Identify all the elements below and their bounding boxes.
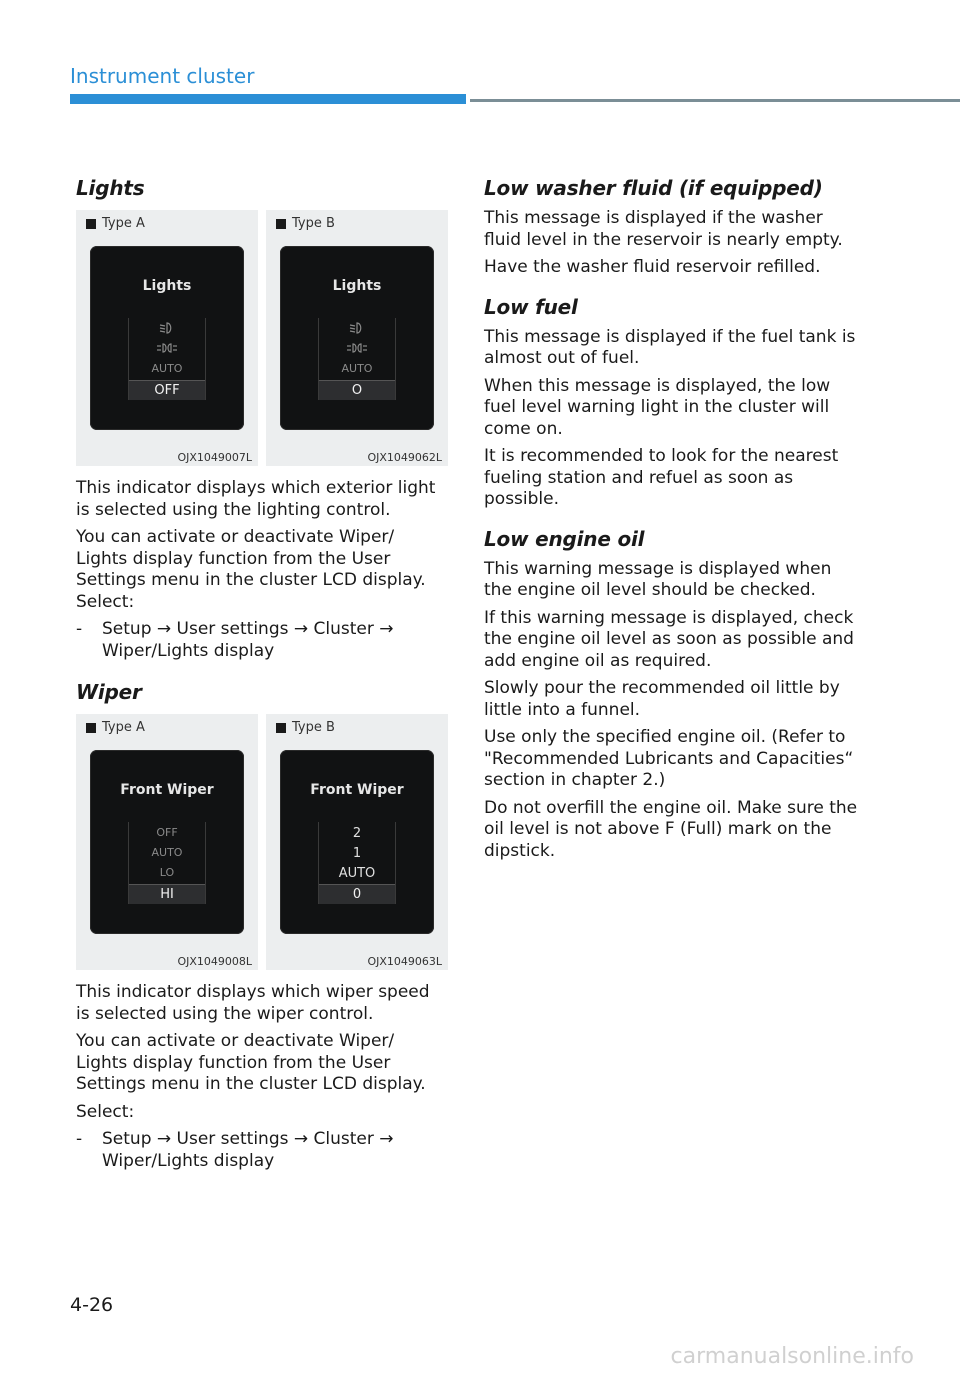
fuel-text: When this message is displayed, the low fuel level warning light in the cluster will come on.	[484, 375, 831, 439]
header-rule	[470, 99, 960, 102]
menu-option: AUTO	[341, 362, 373, 375]
lights-figure-type-a	[76, 210, 258, 466]
wiper-figures	[76, 714, 448, 970]
figure-code: OJX1049062L	[367, 451, 442, 464]
figure-code: OJX1049007L	[177, 451, 252, 464]
washer-text: Have the washer fluid reservoir refilled.	[484, 257, 821, 277]
bullet-square-icon	[276, 219, 286, 229]
wiper-figure-type-a	[76, 714, 258, 970]
oil-text: This warning message is displayed when the engine oil level should be checked.	[484, 558, 832, 600]
display-title: Front Wiper	[120, 782, 214, 798]
menu-option: LO	[159, 866, 175, 879]
wiper-select-label: Select:	[76, 1101, 135, 1122]
menu-option: AUTO	[151, 362, 183, 375]
cluster-display	[280, 750, 434, 934]
figure-type-label: Type B	[292, 720, 335, 735]
watermark: carmanualsonline.info	[670, 1344, 914, 1369]
display-menu	[128, 318, 206, 400]
parking-light-icon	[346, 342, 368, 354]
header-rule-accent	[70, 94, 466, 104]
parking-light-icon	[156, 342, 178, 354]
section-title: Instrument cluster	[70, 64, 255, 88]
lights-settings-path: - Setup → User settings → Cluster → Wiper/Lights display	[76, 619, 394, 661]
fuel-text: This message is displayed if the fuel tank is almost out of fuel.	[484, 326, 856, 368]
cluster-display	[90, 750, 244, 934]
lights-settings-note: You can activate or deactivate Wiper/ Lights display function from the User Settings menu in the cluster LCD display. Select:	[76, 527, 426, 612]
washer-heading: Low washer fluid (if equipped)	[484, 176, 823, 200]
figure-code: OJX1049063L	[367, 955, 442, 968]
oil-text: Slowly pour the recommended oil little by little into a funnel.	[484, 678, 840, 720]
menu-selected-option: HI	[129, 884, 205, 904]
right-column	[484, 176, 860, 868]
lights-figures	[76, 210, 448, 466]
lights-heading: Lights	[76, 176, 145, 200]
oil-text: If this warning message is displayed, check the engine oil level as soon as possible and add engine oil as required.	[484, 607, 854, 671]
display-menu	[318, 318, 396, 400]
display-menu	[128, 822, 206, 904]
oil-text: Use only the specified engine oil. (Refer to "Recommended Lubricants and Capacities“ section in chapter 2.)	[484, 727, 854, 790]
bullet-square-icon	[276, 723, 286, 733]
menu-option: 1	[352, 846, 362, 861]
bullet-square-icon	[86, 723, 96, 733]
cluster-display	[90, 246, 244, 430]
left-column	[76, 176, 448, 1178]
figure-type-label: Type A	[102, 216, 145, 231]
menu-option: OFF	[156, 826, 178, 839]
wiper-description: This indicator displays which wiper speed is selected using the wiper control.	[76, 982, 430, 1024]
washer-text: This message is displayed if the washer fluid level in the reservoir is nearly empty.	[484, 208, 843, 250]
display-title: Front Wiper	[310, 782, 404, 798]
figure-type-label: Type A	[102, 720, 145, 735]
menu-option: 2	[352, 826, 362, 841]
wiper-settings-note: You can activate or deactivate Wiper/ Lights display function from the User Settings menu in the cluster LCD display.	[76, 1031, 426, 1094]
lights-figure-type-b	[266, 210, 448, 466]
menu-option: AUTO	[338, 866, 376, 881]
low-beam-icon	[158, 322, 176, 334]
menu-selected-option: O	[319, 380, 395, 400]
oil-text: Do not overfill the engine oil. Make sure the oil level is not above F (Full) mark on the dipstick.	[484, 797, 858, 861]
oil-heading: Low engine oil	[484, 526, 645, 551]
display-title: Lights	[332, 278, 382, 294]
lights-description: This indicator displays which exterior light is selected using the lighting control.	[76, 478, 436, 520]
bullet-square-icon	[86, 219, 96, 229]
wiper-settings-path: - Setup → User settings → Cluster → Wiper/Lights display	[76, 1129, 394, 1171]
figure-type-label: Type B	[292, 216, 335, 231]
fuel-heading: Low fuel	[484, 294, 578, 319]
fuel-text: It is recommended to look for the nearest fueling station and refuel as soon as possible.	[484, 446, 839, 509]
menu-selected-option: OFF	[129, 380, 205, 400]
page-number: 4-26	[70, 1294, 114, 1316]
cluster-display	[280, 246, 434, 430]
menu-option: AUTO	[151, 846, 183, 859]
figure-code: OJX1049008L	[177, 955, 252, 968]
wiper-figure-type-b	[266, 714, 448, 970]
low-beam-icon	[348, 322, 366, 334]
menu-selected-option: 0	[319, 884, 395, 904]
display-menu	[318, 822, 396, 904]
display-title: Lights	[142, 278, 192, 294]
wiper-heading: Wiper	[76, 680, 142, 704]
